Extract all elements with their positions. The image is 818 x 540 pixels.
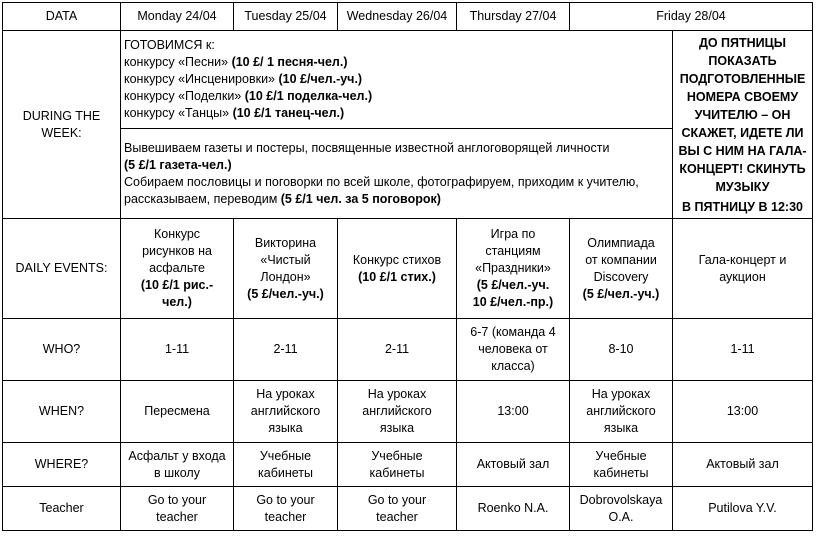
who-cell: 2-11 [338, 319, 457, 381]
contest-item: конкурсу «Инсценировки» (10 £/чел.-уч.) [124, 72, 363, 86]
during-week-label: DURING THE WEEK: [3, 31, 121, 219]
who-cell: 8-10 [570, 319, 673, 381]
where-cell: Учебные кабинеты [234, 443, 338, 487]
where-cell: Учебные кабинеты [338, 443, 457, 487]
where-cell: Актовый зал [673, 443, 813, 487]
event-cell: Конкурс рисунков на асфальте (10 £/1 рис.- чел.) [121, 219, 234, 319]
during-week-row-prepare [3, 31, 813, 129]
teacher-cell: Go to your teacher [121, 487, 234, 531]
prepare-title: ГОТОВИМСЯ к: [124, 38, 215, 52]
when-cell: На уроках английского языка [338, 381, 457, 443]
week-activities-cell [121, 129, 673, 219]
who-cell: 1-11 [121, 319, 234, 381]
prepare-contests-cell [121, 31, 673, 129]
contest-item: конкурсу «Поделки» (10 £/1 поделка-чел.) [124, 89, 373, 103]
schedule-table [2, 2, 813, 531]
where-label: WHERE? [3, 443, 121, 487]
who-cell: 1-11 [673, 319, 813, 381]
when-cell: Пересмена [121, 381, 234, 443]
contest-item: конкурсу «Песни» (10 £/ 1 песня-чел.) [124, 55, 348, 69]
teacher-label: Teacher [3, 487, 121, 531]
event-cell: Игра по станциям «Праздники» (5 £/чел.-уч. 10 £/чел.-пр.) [457, 219, 570, 319]
when-label: WHEN? [3, 381, 121, 443]
teacher-cell: Go to your teacher [234, 487, 338, 531]
teacher-cell: Dobrovolskaya O.A. [570, 487, 673, 531]
teacher-cell: Putilova Y.V. [673, 487, 813, 531]
event-cell: Викторина «Чистый Лондон» (5 £/чел.-уч.) [234, 219, 338, 319]
where-cell: Учебные кабинеты [570, 443, 673, 487]
who-row [3, 319, 813, 381]
event-cell: Гала-концерт и аукцион [673, 219, 813, 319]
daily-events-row [3, 219, 813, 319]
proverbs-text: Собираем пословицы и поговорки по всей школе, фотографируем, приходим к учителю, рассказываем, переводим [124, 174, 639, 206]
where-cell: Асфальт у входа в школу [121, 443, 234, 487]
event-cell: Олимпиада от компании Discovery (5 £/чел.-уч.) [570, 219, 673, 319]
teacher-cell: Roenko N.A. [457, 487, 570, 531]
who-label: WHO? [3, 319, 121, 381]
day-header-tuesday: Tuesday 25/04 [234, 3, 338, 31]
newspapers-price: (5 £/1 газета-чел.) [124, 157, 232, 172]
friday-deadline-time: В ПЯТНИЦУ В 12:30 [682, 199, 803, 214]
data-header-cell: DATA [3, 3, 121, 31]
event-cell: Конкурс стихов (10 £/1 стих.) [338, 219, 457, 319]
day-header-monday: Monday 24/04 [121, 3, 234, 31]
who-cell: 2-11 [234, 319, 338, 381]
newspapers-text: Вывешиваем газеты и постеры, посвященные известной англоговорящей личности [124, 140, 610, 155]
contest-item: конкурсу «Танцы» (10 £/1 танец-чел.) [124, 106, 345, 120]
friday-deadline-note: ДО ПЯТНИЦЫ ПОКАЗАТЬ ПОДГОТОВЛЕННЫЕ НОМЕРА СВОЕМУ УЧИТЕЛЮ – ОН СКАЖЕТ, ИДЕТЕ ЛИ ВЫ С НИМ НА ГАЛА-КОНЦЕРТ! СКИНУТЬ МУЗЫКУ В ПЯТНИЦУ В 12:30 [673, 31, 813, 219]
day-header-friday: Friday 28/04 [570, 3, 813, 31]
who-cell: 6-7 (команда 4 человека от класса) [457, 319, 570, 381]
day-header-thursday: Thursday 27/04 [457, 3, 570, 31]
teacher-cell: Go to your teacher [338, 487, 457, 531]
daily-events-label: DAILY EVENTS: [3, 219, 121, 319]
day-header-wednesday: Wednesday 26/04 [338, 3, 457, 31]
where-cell: Актовый зал [457, 443, 570, 487]
when-cell: 13:00 [457, 381, 570, 443]
when-row [3, 381, 813, 443]
where-row [3, 443, 813, 487]
when-cell: 13:00 [673, 381, 813, 443]
proverbs-price: (5 £/1 чел. за 5 поговорок) [280, 191, 441, 206]
teacher-row [3, 487, 813, 531]
when-cell: На уроках английского языка [570, 381, 673, 443]
header-row [3, 3, 813, 31]
when-cell: На уроках английского языка [234, 381, 338, 443]
